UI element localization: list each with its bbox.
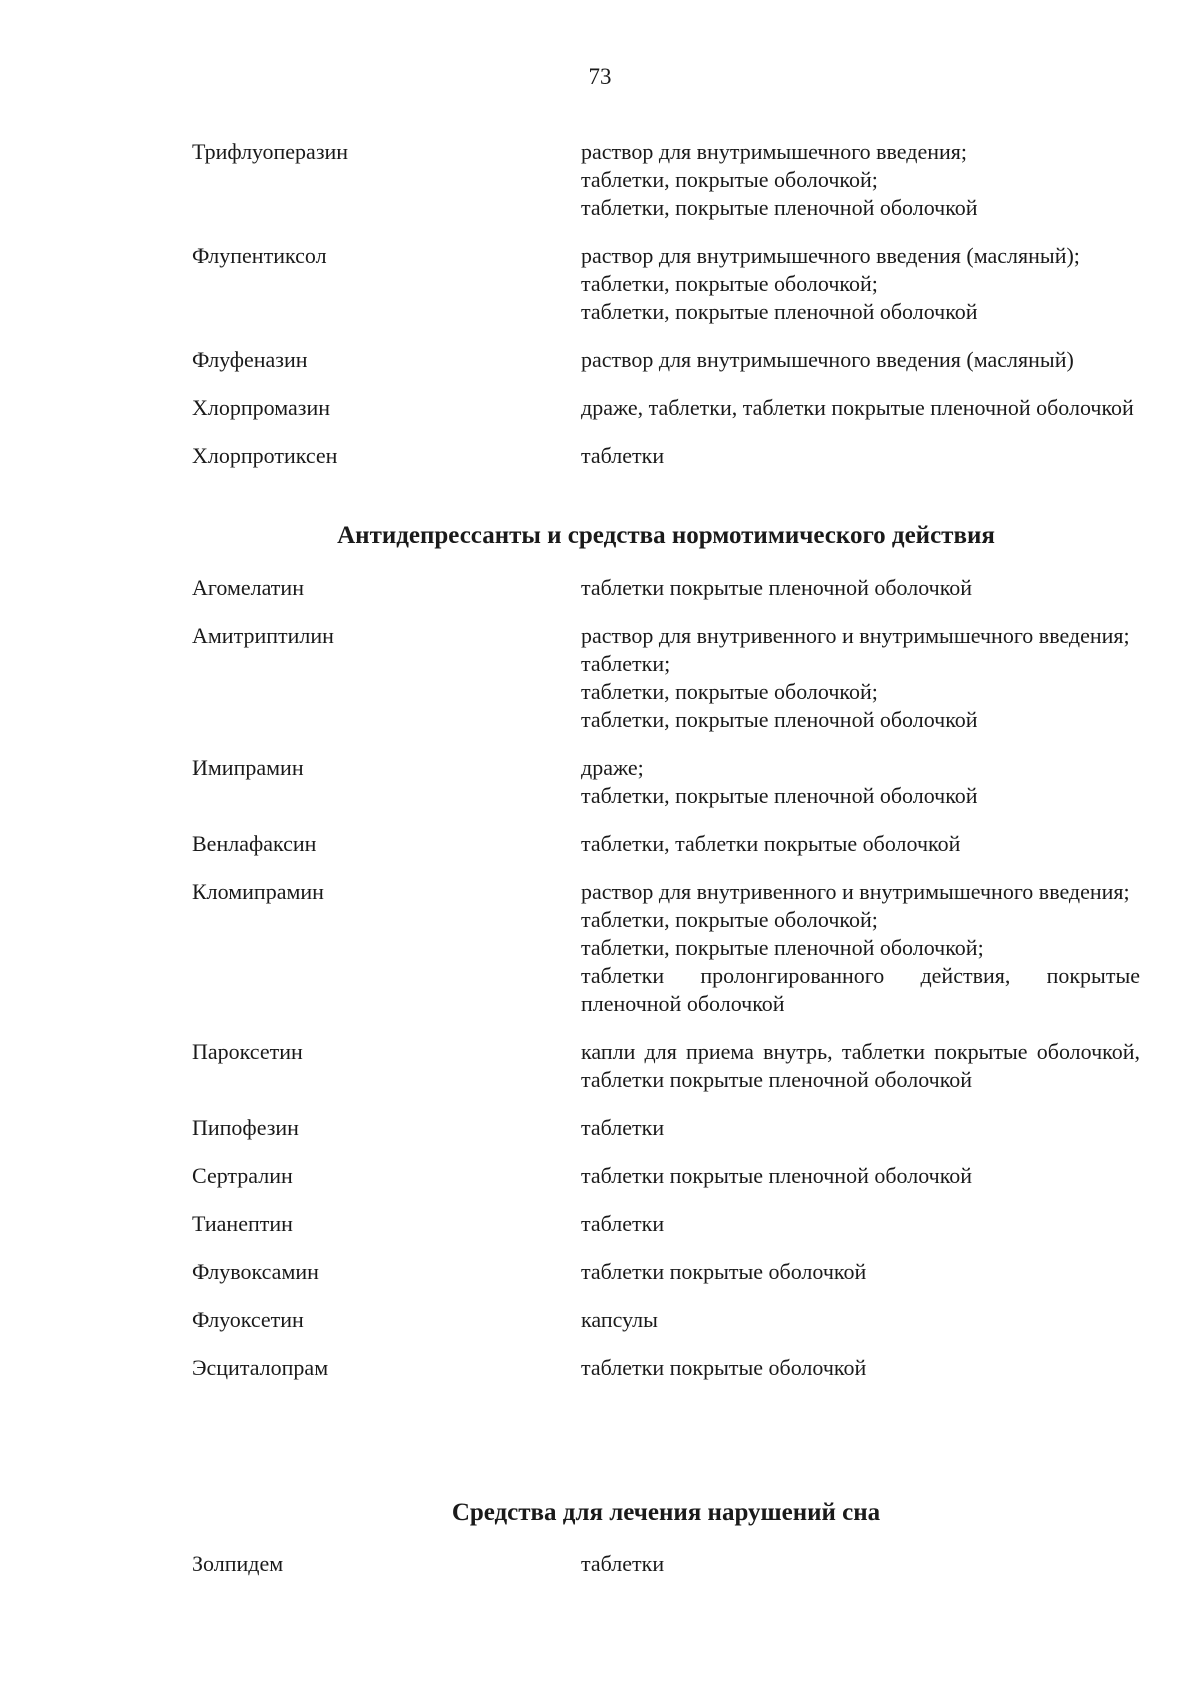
drug-row	[192, 1114, 1140, 1142]
dosage-forms	[581, 138, 1140, 222]
section-heading-sleep-disorders: Средства для лечения нарушений сна	[451, 1499, 881, 1526]
dosage-forms	[581, 1550, 1140, 1578]
dosage-form: таблетки, покрытые пленочной оболочкой;	[581, 935, 984, 960]
drug-name: Агомелатин	[192, 575, 304, 600]
drug-name: Золпидем	[192, 1551, 284, 1576]
dosage-form: капли для приема внутрь, таблетки покрытые оболочкой, таблетки покрытые пленочной оболочкой	[581, 1039, 1140, 1092]
drug-name: Хлорпромазин	[192, 395, 330, 420]
drug-row	[192, 394, 1140, 422]
dosage-form: таблетки;	[581, 651, 671, 676]
dosage-form: раствор для внутривенного и внутримышечного введения;	[581, 879, 1130, 904]
dosage-form: таблетки	[581, 443, 665, 468]
dosage-form: таблетки, покрытые пленочной оболочкой	[581, 783, 978, 808]
drug-name: Флуфеназин	[192, 347, 308, 372]
dosage-forms	[581, 1038, 1140, 1094]
drug-name: Имипрамин	[192, 755, 304, 780]
dosage-forms	[581, 622, 1140, 734]
drug-list-antipsychotics	[192, 138, 1140, 490]
dosage-form: таблетки, покрытые пленочной оболочкой	[581, 707, 978, 732]
dosage-form: таблетки, покрытые пленочной оболочкой	[581, 195, 978, 220]
drug-row	[192, 1306, 1140, 1334]
drug-row	[192, 754, 1140, 810]
drug-name: Трифлуоперазин	[192, 139, 349, 164]
dosage-forms	[581, 346, 1140, 374]
dosage-form: таблетки, покрытые оболочкой;	[581, 271, 878, 296]
dosage-forms	[581, 442, 1140, 470]
dosage-form: таблетки покрытые пленочной оболочкой	[581, 1163, 973, 1188]
drug-row	[192, 878, 1140, 1018]
dosage-forms	[581, 754, 1140, 810]
drug-row	[192, 138, 1140, 222]
dosage-forms	[581, 1258, 1140, 1286]
dosage-forms	[581, 394, 1140, 422]
drug-row	[192, 1038, 1140, 1094]
dosage-forms	[581, 1210, 1140, 1238]
dosage-forms	[581, 242, 1140, 326]
drug-name: Пипофезин	[192, 1115, 299, 1140]
dosage-form: раствор для внутримышечного введения (масляный);	[581, 243, 1080, 268]
dosage-form: таблетки, покрытые пленочной оболочкой	[581, 299, 978, 324]
drug-row	[192, 1550, 1140, 1578]
drug-row	[192, 1162, 1140, 1190]
dosage-form: раствор для внутривенного и внутримышечного введения;	[581, 623, 1130, 648]
drug-row	[192, 574, 1140, 602]
dosage-form: таблетки	[581, 1551, 665, 1576]
drug-row	[192, 346, 1140, 374]
dosage-form: таблетки	[581, 1211, 665, 1236]
section-heading-antidepressants: Антидепрессанты и средства нормотимического действия	[337, 522, 995, 549]
dosage-forms	[581, 1162, 1140, 1190]
dosage-forms	[581, 1354, 1140, 1382]
dosage-form: драже;	[581, 755, 644, 780]
drug-row	[192, 1354, 1140, 1382]
dosage-form: таблетки, таблетки покрытые оболочкой	[581, 831, 961, 856]
dosage-forms	[581, 1114, 1140, 1142]
dosage-form: капсулы	[581, 1307, 658, 1332]
drug-row	[192, 242, 1140, 326]
drug-row	[192, 1258, 1140, 1286]
dosage-form: таблетки, покрытые оболочкой;	[581, 679, 878, 704]
dosage-form: таблетки	[581, 1115, 665, 1140]
dosage-form: раствор для внутримышечного введения (масляный)	[581, 347, 1074, 372]
dosage-forms	[581, 1306, 1140, 1334]
dosage-forms	[581, 574, 1140, 602]
drug-row	[192, 622, 1140, 734]
dosage-form: таблетки, покрытые оболочкой;	[581, 167, 878, 192]
drug-list-antidepressants	[192, 574, 1140, 1402]
drug-name: Амитриптилин	[192, 623, 334, 648]
drug-name: Пароксетин	[192, 1039, 303, 1064]
dosage-form: раствор для внутримышечного введения;	[581, 139, 968, 164]
drug-name: Тианептин	[192, 1211, 293, 1236]
drug-name: Венлафаксин	[192, 831, 317, 856]
drug-row	[192, 1210, 1140, 1238]
dosage-form: таблетки покрытые оболочкой	[581, 1355, 867, 1380]
drug-name: Флупентиксол	[192, 243, 327, 268]
drug-list-sleep	[192, 1550, 1140, 1598]
drug-row	[192, 442, 1140, 470]
drug-name: Эсциталопрам	[192, 1355, 329, 1380]
page-number: 73	[588, 64, 612, 89]
drug-row	[192, 830, 1140, 858]
dosage-form: таблетки покрытые пленочной оболочкой	[581, 575, 973, 600]
dosage-forms	[581, 830, 1140, 858]
drug-name: Флуоксетин	[192, 1307, 304, 1332]
drug-name: Хлорпротиксен	[192, 443, 338, 468]
dosage-form: таблетки покрытые оболочкой	[581, 1259, 867, 1284]
drug-name: Кломипрамин	[192, 879, 324, 904]
dosage-form: таблетки, покрытые оболочкой;	[581, 907, 878, 932]
dosage-form: драже, таблетки, таблетки покрытые пленочной оболочкой	[581, 395, 1134, 420]
drug-name: Флувоксамин	[192, 1259, 319, 1284]
drug-name: Сертралин	[192, 1163, 293, 1188]
dosage-forms	[581, 878, 1140, 1018]
dosage-form: таблетки пролонгированного действия, покрытые пленочной оболочкой	[581, 963, 1140, 1016]
